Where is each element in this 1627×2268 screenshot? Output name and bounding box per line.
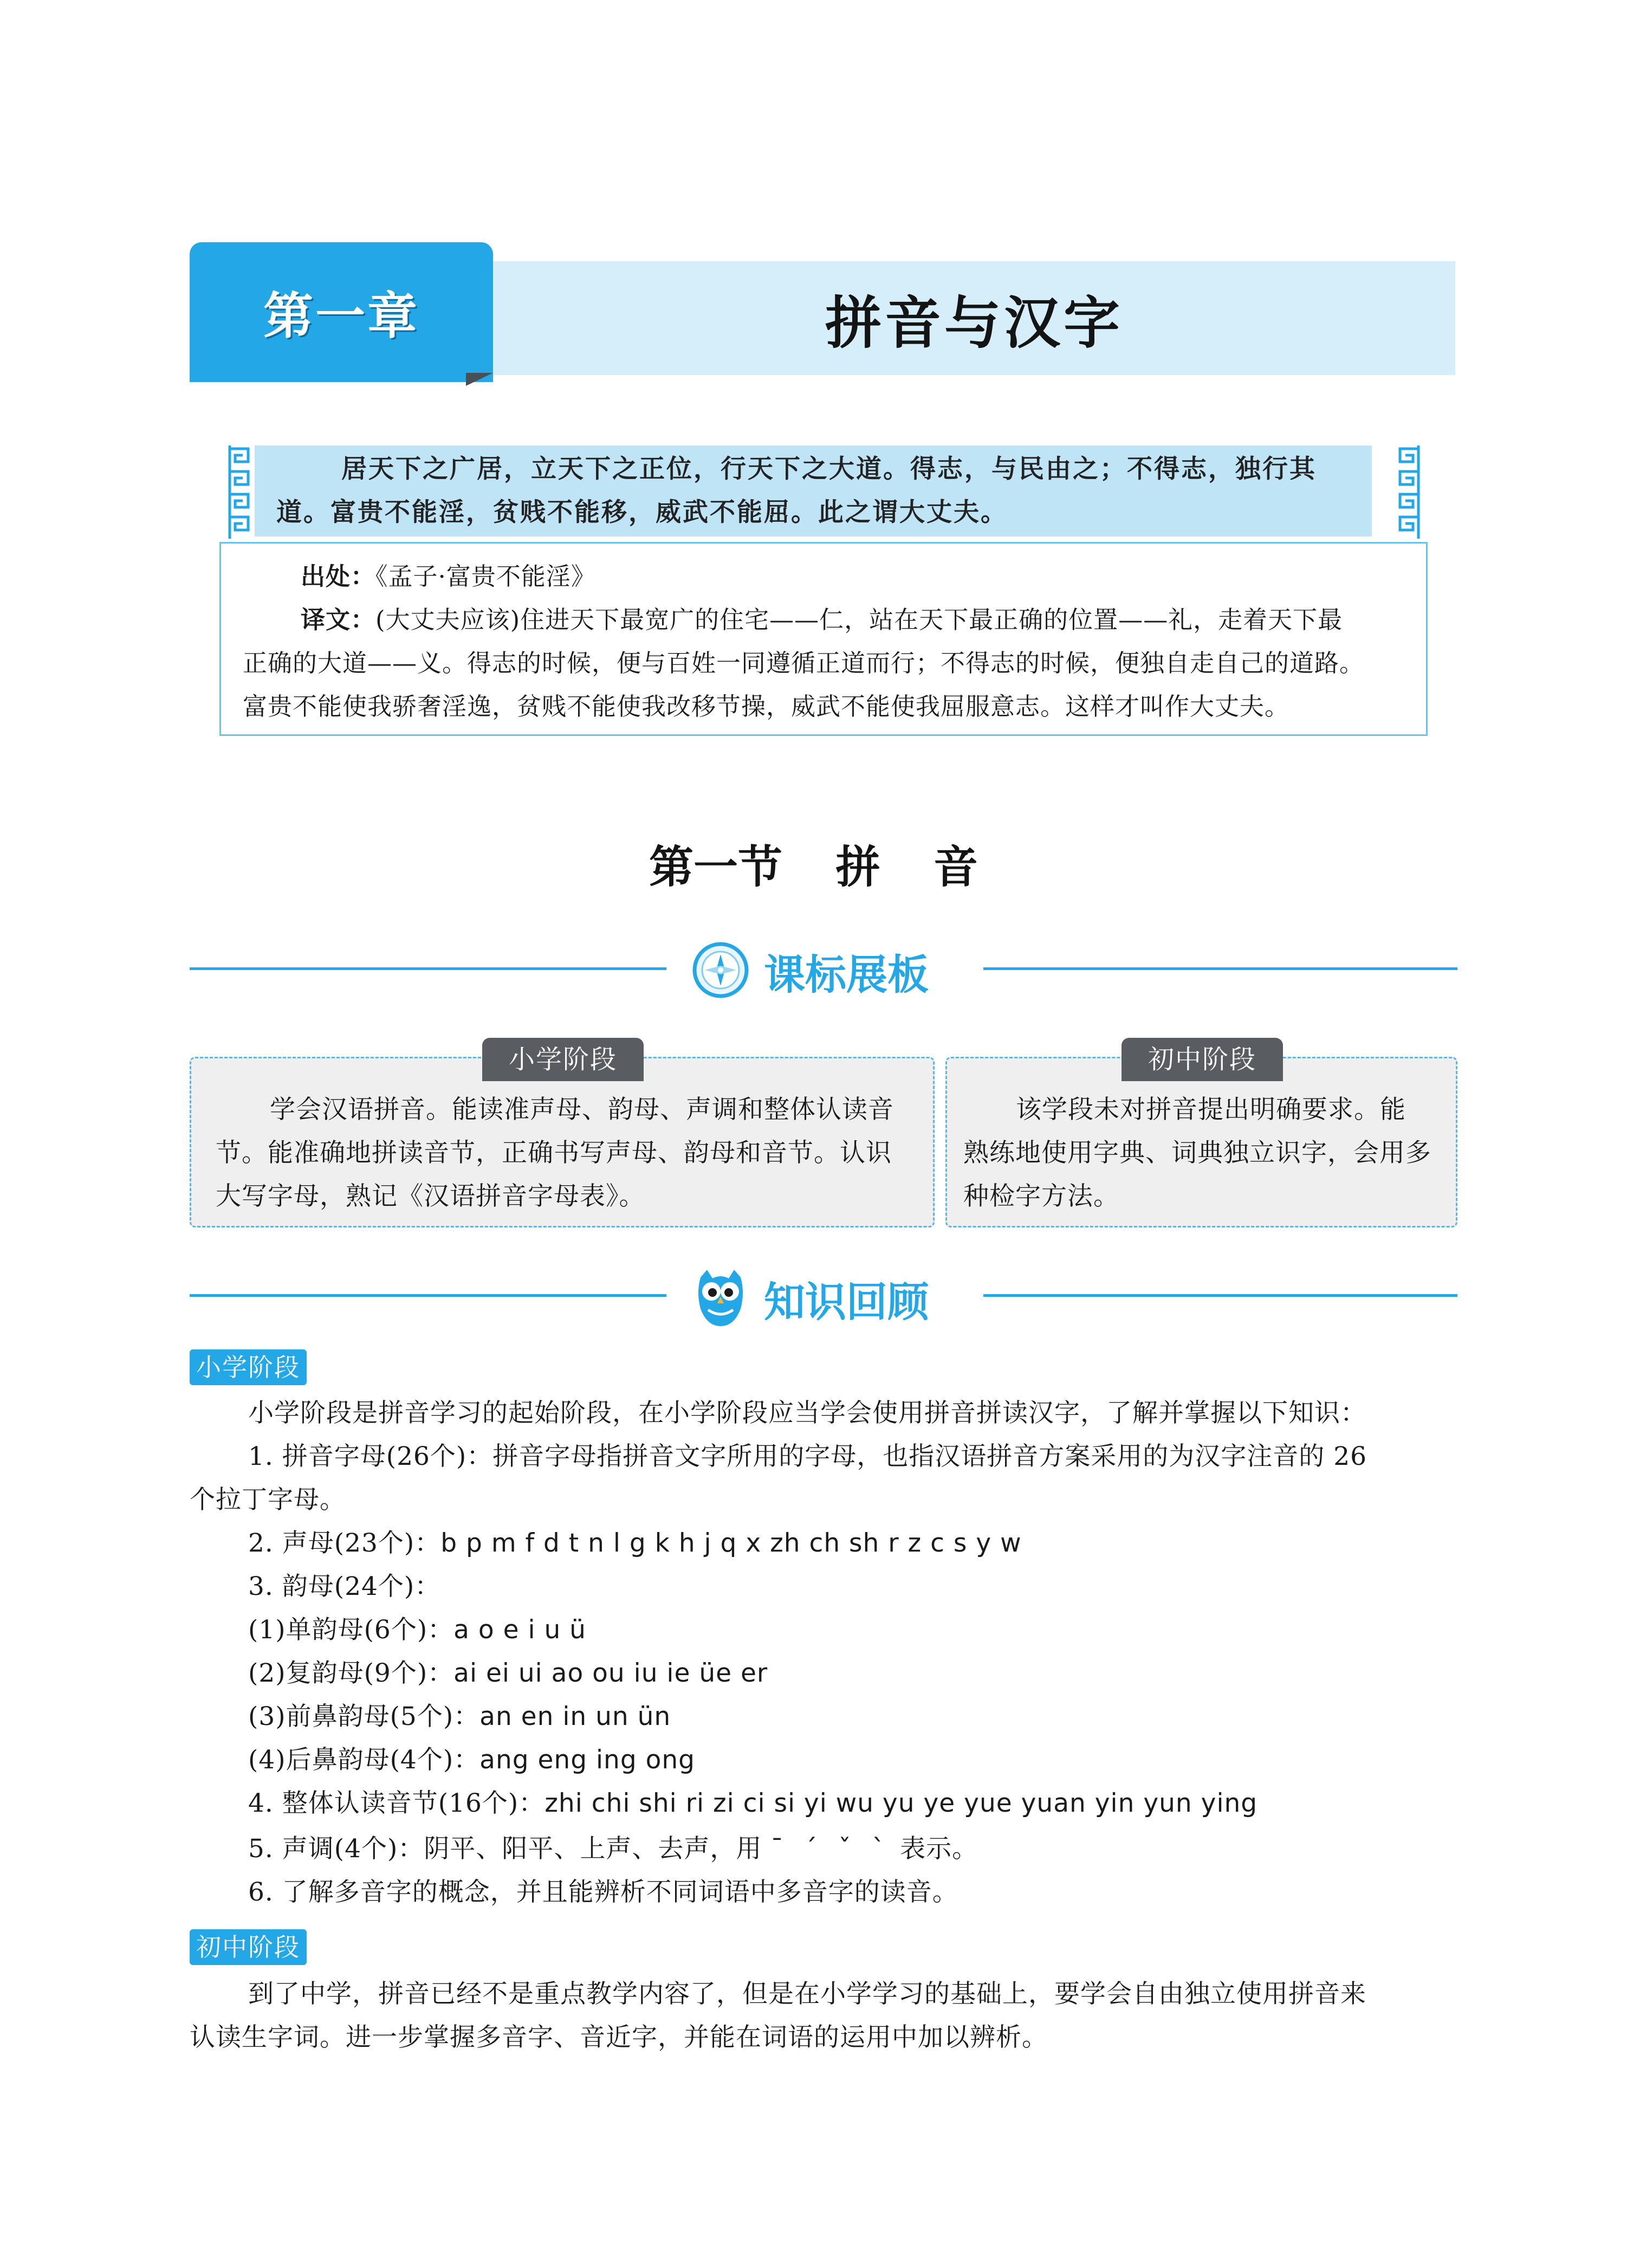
junior-standard-tab: 初中阶段 [1122,1038,1283,1081]
review-item-3-2 [248,1652,768,1695]
translation-line-2: 正确的大道——义。得志的时候，便与百姓一同遵循正道而行；不得志的时候，便独自走自己的道路。 [243,649,1365,677]
curriculum-heading: 课标展板 [764,951,929,999]
junior-standard-line-3: 种检字方法。 [963,1181,1119,1211]
review-rule-right [983,1294,1457,1297]
translation-line-1 [301,598,1343,642]
primary-standard-line-1: 学会汉语拼音。能读准声母、韵母、声调和整体认读音 [270,1095,894,1125]
translation-line-3: 富贵不能使我骄奢淫逸，贫贱不能使我改移节操，威武不能使我屈服意志。这样才叫作大丈夫。 [243,692,1290,721]
primary-standard-line-2: 节。能准确地拼读音节，正确书写声母、韵母和音节。认识 [216,1138,892,1168]
review-item-3-3 [248,1695,671,1739]
source-label: 出处： [301,562,376,591]
front-nasal-finals-label: (3)前鼻韵母(5个)： [248,1702,480,1731]
tones-text-end: 表示。 [900,1834,978,1864]
fret-ornament-right-icon [1397,443,1421,541]
translation-text-1: (大丈夫应该)住进天下最宽广的住宅——仁，站在天下最正确的位置——礼，走着天下最 [375,605,1343,634]
simple-finals-list: a o e i u ü [453,1615,586,1645]
section-title: 第一节 拼 音 [649,842,978,893]
junior-standard-line-2: 熟练地使用字典、词典独立识字，会用多 [963,1138,1431,1168]
tone-marks: ˉ ˊ ˇ ˋ [770,1834,892,1864]
review-item-4 [248,1782,1257,1825]
review-heading: 知识回顾 [764,1278,929,1326]
primary-standard-tab: 小学阶段 [482,1038,644,1081]
chapter-title: 拼音与汉字 [825,290,1123,356]
review-item-1b: 个拉丁字母。 [190,1485,346,1515]
chapter-tab-fold [466,373,493,386]
classical-quote: 居天下之广居，立天下之正位，行天下之大道。得志，与民由之；不得志，独行其道。富贵不能淫，贫贱不能移，威武不能屈。此之谓大丈夫。 [276,454,1317,527]
review-item-3-4 [248,1739,695,1782]
fret-ornament-left-icon [228,443,251,541]
back-nasal-finals-list: ang eng ing ong [479,1745,695,1775]
front-nasal-finals-list: an en in un ün [479,1702,671,1731]
simple-finals-label: (1)单韵母(6个)： [248,1615,454,1645]
tones-text: 5. 声调(4个)：阴平、阳平、上声、去声，用 [248,1834,762,1864]
review-intro: 小学阶段是拼音学习的起始阶段，在小学阶段应当学会使用拼音拼读汉字，了解并掌握以下知识： [248,1398,1366,1428]
review-item-6: 6. 了解多音字的概念，并且能辨析不同词语中多音字的读音。 [248,1877,958,1907]
translation-label: 译文： [301,605,376,634]
review-item-1a: 1. 拼音字母(26个)：拼音字母指拼音文字所用的字母，也指汉语拼音方案采用的为汉字注音的 26 [248,1442,1367,1471]
junior-standard-line-1: 该学段未对拼音提出明确要求。能 [1016,1095,1406,1125]
back-nasal-finals-label: (4)后鼻韵母(4个)： [248,1745,480,1775]
compound-finals-list: ai ei ui ao ou iu ie üe er [453,1658,768,1688]
review-item-5 [248,1827,978,1871]
compass-icon [691,940,750,1000]
heading-rule-right [983,967,1457,970]
source-line [301,555,596,598]
review-rule-left [190,1294,666,1297]
review-item-3: 3. 韵母(24个)： [248,1572,441,1601]
primary-standard-line-3: 大写字母，熟记《汉语拼音字母表》。 [216,1181,645,1211]
chapter-label: 第一章 [263,287,419,345]
owl-icon [691,1265,750,1329]
heading-rule-left [190,967,666,970]
whole-syllables-label: 4. 整体认读音节(16个)： [248,1788,545,1818]
junior-review-line-1: 到了中学，拼音已经不是重点教学内容了，但是在小学学习的基础上，要学会自由独立使用拼音来 [248,1979,1366,2009]
review-item-3-1 [248,1608,586,1652]
chapter-tab [190,242,493,382]
review-item-2 [248,1522,1022,1565]
whole-syllables-list: zhi chi shi ri zi ci si yi wu yu ye yue yuan yin yun ying [545,1788,1258,1818]
primary-stage-badge: 小学阶段 [190,1349,307,1385]
source-text: 《孟子·富贵不能淫》 [375,562,596,591]
compound-finals-label: (2)复韵母(9个)： [248,1658,454,1688]
initials-list: b p m f d t n l g k h j q x zh ch sh r z c s y w [440,1528,1022,1558]
junior-stage-badge: 初中阶段 [190,1929,307,1965]
initials-label: 2. 声母(23个)： [248,1528,441,1558]
junior-review-line-2: 认读生字词。进一步掌握多音字、音近字，并能在词语的运用中加以辨析。 [190,2023,1048,2052]
